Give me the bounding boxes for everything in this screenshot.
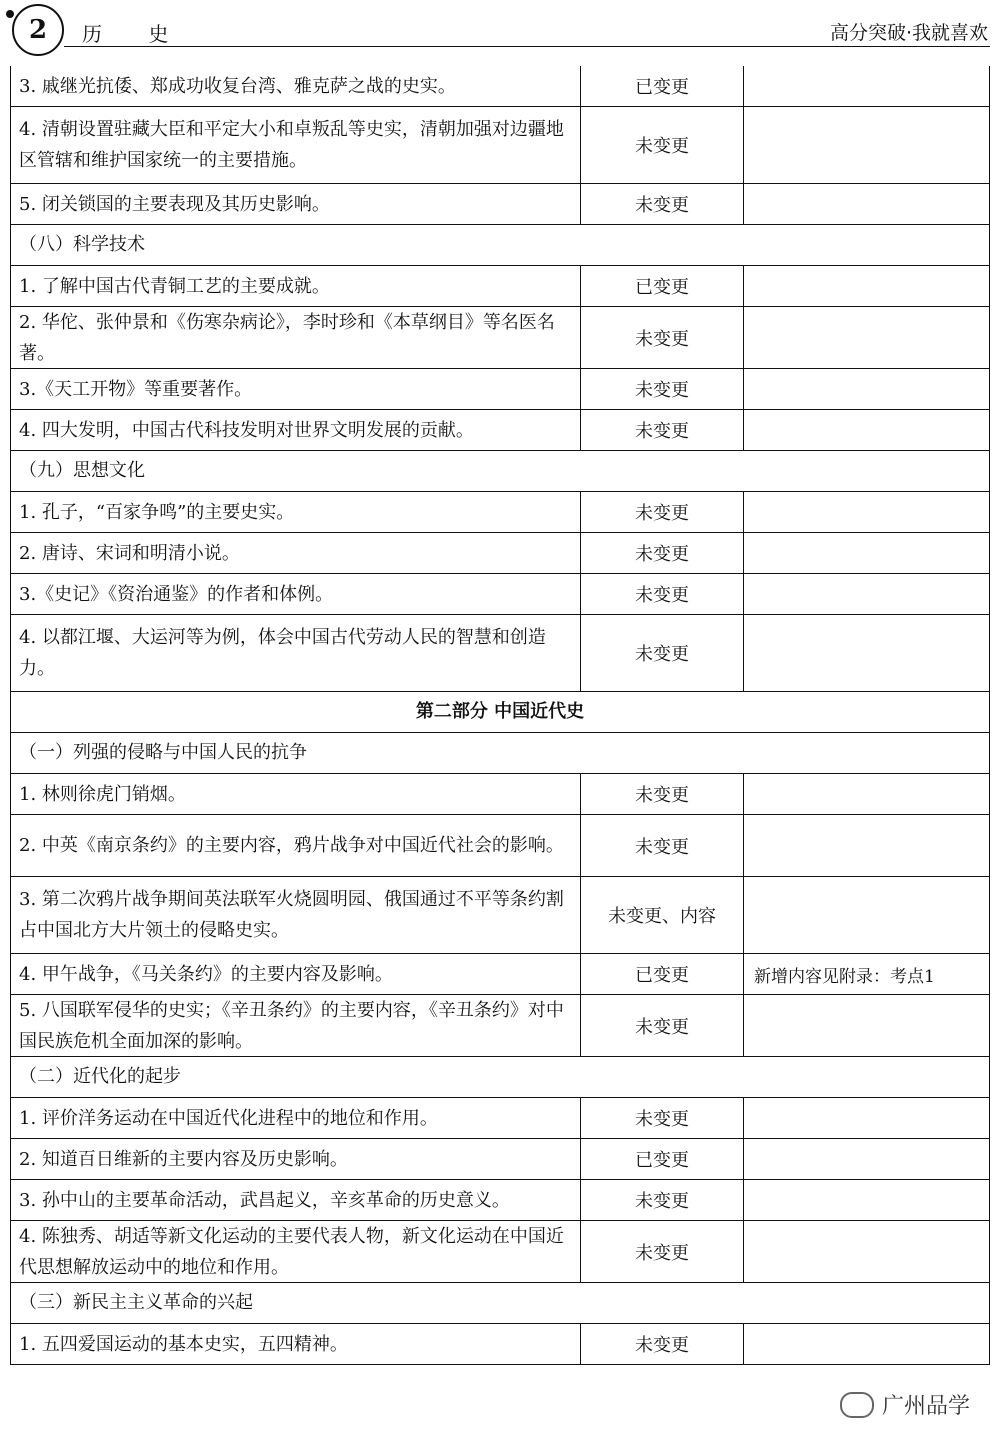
item-text: 1. 林则徐虎门销烟。 xyxy=(11,774,581,814)
item-text: 3. 孙中山的主要革命活动，武昌起义，辛亥革命的历史意义。 xyxy=(11,1180,581,1220)
item-text: 3. 戚继光抗倭、郑成功收复台湾、雅克萨之战的史实。 xyxy=(11,66,581,106)
note-cell xyxy=(744,1221,989,1282)
item-text: 5. 闭关锁国的主要表现及其历史影响。 xyxy=(11,184,581,224)
note-cell xyxy=(744,184,989,224)
section-title: （二）近代化的起步 xyxy=(19,1066,181,1087)
item-text: 1. 五四爱国运动的基本史实，五四精神。 xyxy=(11,1324,581,1364)
decor-dot xyxy=(6,10,14,18)
wechat-icon xyxy=(840,1392,874,1418)
table-row xyxy=(11,1221,989,1283)
status-cell: 未变更 xyxy=(581,533,744,573)
section-title: （九）思想文化 xyxy=(19,460,145,481)
note-cell xyxy=(744,1180,989,1220)
section-heading xyxy=(11,225,989,266)
item-text: 3. 第二次鸦片战争期间英法联军火烧圆明园、俄国通过不平等条约割占中国北方大片领土的侵略史实。 xyxy=(11,877,581,953)
table-row xyxy=(11,266,989,307)
status-cell: 未变更 xyxy=(581,369,744,409)
table-row xyxy=(11,774,989,815)
status-cell: 未变更 xyxy=(581,307,744,368)
status-cell: 未变更 xyxy=(581,995,744,1056)
syllabus-table xyxy=(10,66,990,1365)
table-row xyxy=(11,615,989,692)
table-row xyxy=(11,184,989,225)
table-row xyxy=(11,815,989,877)
section-heading xyxy=(11,1283,989,1324)
status-cell: 已变更 xyxy=(581,1139,744,1179)
status-cell: 未变更 xyxy=(581,615,744,691)
item-text: 4. 陈独秀、胡适等新文化运动的主要代表人物，新文化运动在中国近代思想解放运动中的地位和作用。 xyxy=(11,1221,581,1282)
table-row xyxy=(11,66,989,107)
table-row xyxy=(11,533,989,574)
table-row xyxy=(11,1139,989,1180)
status-cell: 未变更 xyxy=(581,410,744,450)
header-rule xyxy=(64,46,990,47)
table-row xyxy=(11,1324,989,1365)
note-cell xyxy=(744,877,989,953)
page-number: 2 xyxy=(12,4,64,56)
table-row xyxy=(11,877,989,954)
table-row xyxy=(11,954,989,995)
table-row xyxy=(11,107,989,184)
header-slogan: 高分突破·我就喜欢 xyxy=(829,22,988,44)
note-cell xyxy=(744,1098,989,1138)
page-header xyxy=(0,0,1000,66)
status-cell: 未变更 xyxy=(581,815,744,876)
status-cell: 未变更 xyxy=(581,492,744,532)
item-text: 4. 以都江堰、大运河等为例，体会中国古代劳动人民的智慧和创造力。 xyxy=(11,615,581,691)
status-cell: 已变更 xyxy=(581,266,744,306)
status-cell: 未变更 xyxy=(581,574,744,614)
note-cell xyxy=(744,774,989,814)
item-text: 3.《天工开物》等重要著作。 xyxy=(11,369,581,409)
status-cell: 未变更 xyxy=(581,1324,744,1364)
item-text: 2. 中英《南京条约》的主要内容，鸦片战争对中国近代社会的影响。 xyxy=(11,815,581,876)
item-text: 5. 八国联军侵华的史实；《辛丑条约》的主要内容，《辛丑条约》对中国民族危机全面加深的影响。 xyxy=(11,995,581,1056)
status-cell: 未变更 xyxy=(581,774,744,814)
note-cell xyxy=(744,533,989,573)
status-cell: 未变更 xyxy=(581,1180,744,1220)
section-heading xyxy=(11,451,989,492)
item-text: 4. 清朝设置驻藏大臣和平定大小和卓叛乱等史实，清朝加强对边疆地区管辖和维护国家统一的主要措施。 xyxy=(11,107,581,183)
note-cell xyxy=(744,369,989,409)
table-row xyxy=(11,1098,989,1139)
watermark-text: 广州品学 xyxy=(881,1394,970,1419)
note-cell xyxy=(744,107,989,183)
item-text: 3.《史记》《资治通鉴》的作者和体例。 xyxy=(11,574,581,614)
note-cell xyxy=(744,1324,989,1364)
item-text: 2. 华佗、张仲景和《伤寒杂病论》，李时珍和《本草纲目》等名医名著。 xyxy=(11,307,581,368)
table-row xyxy=(11,369,989,410)
status-cell: 未变更、内容 xyxy=(581,877,744,953)
item-text: 1. 孔子，“百家争鸣”的主要史实。 xyxy=(11,492,581,532)
table-row xyxy=(11,995,989,1057)
section-title: （八）科学技术 xyxy=(19,234,145,255)
note-cell xyxy=(744,574,989,614)
note-cell xyxy=(744,266,989,306)
section-heading xyxy=(11,733,989,774)
status-cell: 未变更 xyxy=(581,184,744,224)
item-text: 2. 唐诗、宋词和明清小说。 xyxy=(11,533,581,573)
status-cell: 已变更 xyxy=(581,66,744,106)
part-heading xyxy=(11,692,989,733)
section-title: （三）新民主主义革命的兴起 xyxy=(19,1292,253,1313)
note-cell xyxy=(744,615,989,691)
note-cell xyxy=(744,1139,989,1179)
status-cell: 已变更 xyxy=(581,954,744,994)
table-row xyxy=(11,1180,989,1221)
status-cell: 未变更 xyxy=(581,1098,744,1138)
item-text: 4. 甲午战争，《马关条约》的主要内容及影响。 xyxy=(11,954,581,994)
part-title: 第二部分 中国近代史 xyxy=(415,701,585,722)
note-cell: 新增内容见附录：考点1 xyxy=(754,966,935,987)
section-heading xyxy=(11,1057,989,1098)
table-row xyxy=(11,410,989,451)
item-text: 1. 了解中国古代青铜工艺的主要成就。 xyxy=(11,266,581,306)
table-row xyxy=(11,574,989,615)
watermark xyxy=(840,1389,970,1420)
note-cell xyxy=(744,66,989,106)
note-cell xyxy=(744,995,989,1056)
section-title: （一）列强的侵略与中国人民的抗争 xyxy=(19,742,307,763)
status-cell: 未变更 xyxy=(581,107,744,183)
item-text: 4. 四大发明，中国古代科技发明对世界文明发展的贡献。 xyxy=(11,410,581,450)
item-text: 2. 知道百日维新的主要内容及历史影响。 xyxy=(11,1139,581,1179)
note-cell xyxy=(744,307,989,368)
subject-label: 历 史 xyxy=(82,22,189,46)
item-text: 1. 评价洋务运动在中国近代化进程中的地位和作用。 xyxy=(11,1098,581,1138)
note-cell xyxy=(744,410,989,450)
table-row xyxy=(11,492,989,533)
table-row xyxy=(11,307,989,369)
status-cell: 未变更 xyxy=(581,1221,744,1282)
note-cell xyxy=(744,492,989,532)
note-cell xyxy=(744,815,989,876)
